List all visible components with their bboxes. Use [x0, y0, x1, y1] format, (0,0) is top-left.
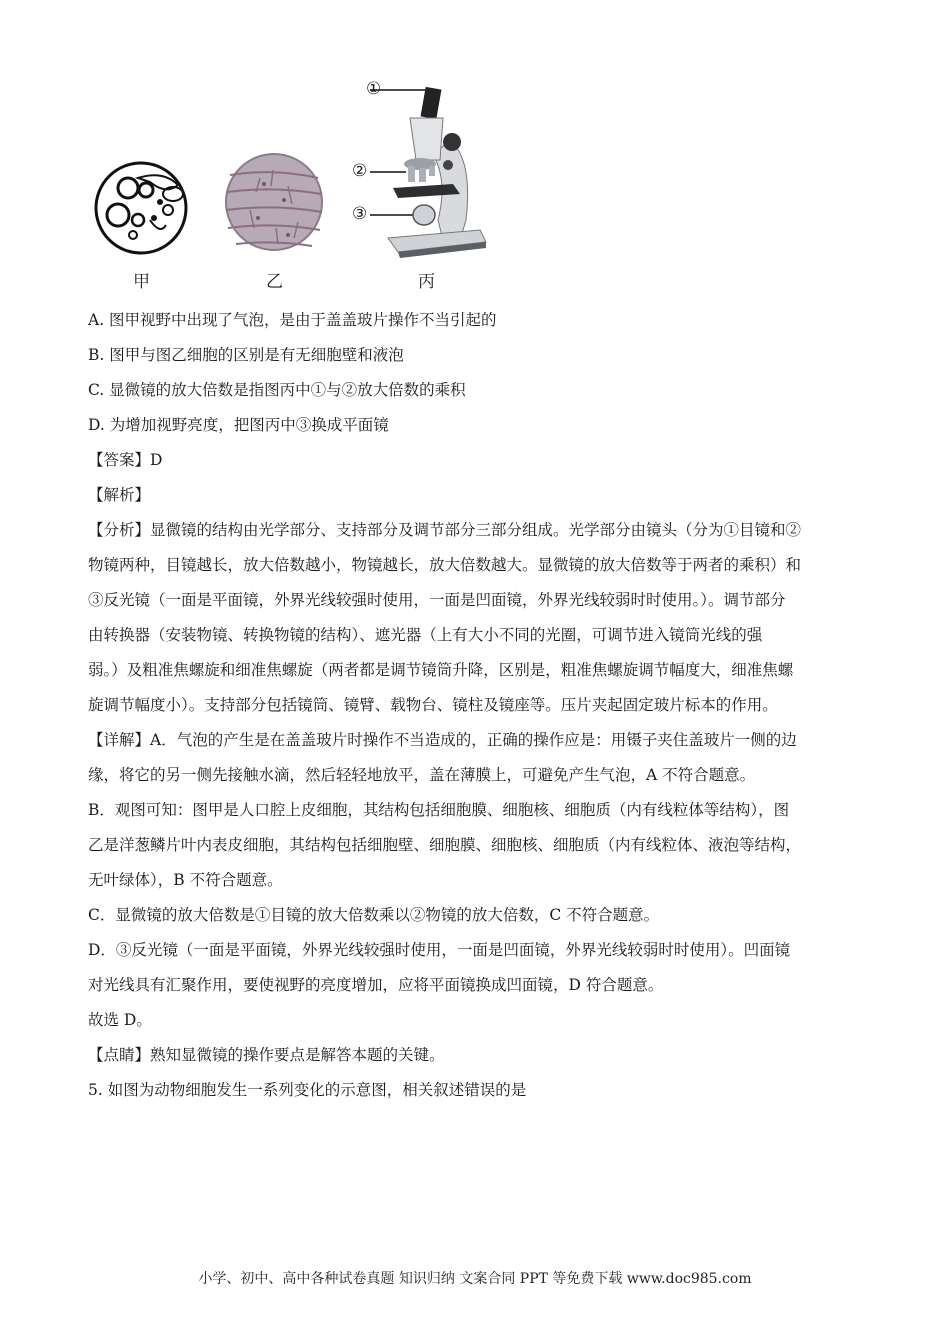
- answer-line: [88, 446, 878, 474]
- explanation-line-15: 故选 D。: [88, 1011, 152, 1029]
- marker-3: ③: [352, 204, 368, 224]
- page-footer: 小学、初中、高中各种试卷真题 知识归纳 文案合同 PPT 等免费下载 www.doc985.com: [198, 1271, 752, 1287]
- explanation-line-4: 由转换器（安装物镜、转换物镜的结构）、遮光器（上有大小不同的光圈，可调节进入镜筒光线的强: [88, 626, 763, 644]
- marker-2: ②: [352, 161, 368, 181]
- figure-drawing: [88, 70, 488, 300]
- figure-label-yi: 乙: [266, 272, 283, 292]
- explanation-line-12: C．显微镜的放大倍数是①目镜的放大倍数乘以②物镜的放大倍数，C 不符合题意。: [88, 906, 660, 924]
- explanation-line-9: B．观图可知：图甲是人口腔上皮细胞，其结构包括细胞膜、细胞核、细胞质（内有线粒体等结构），图: [88, 801, 790, 819]
- explanation-line-14: 对光线具有汇聚作用，要使视野的亮度增加，应将平面镜换成凹面镜，D 符合题意。: [88, 976, 664, 994]
- explanation-line-3: ③反光镜（一面是平面镜，外界光线较强时使用，一面是凹面镜，外界光线较弱时时使用。）。调节部分: [88, 591, 786, 609]
- answer-value: D: [150, 451, 163, 469]
- analysis-tag: 【解析】: [88, 486, 151, 504]
- explanation-line-8: 缘，将它的另一侧先接触水滴，然后轻轻地放平，盖在薄膜上，可避免产生气泡，A 不符合题意。: [88, 766, 756, 784]
- explanation-line-13: D．③反光镜（一面是平面镜，外界光线较强时使用，一面是凹面镜，外界光线较弱时时使用）。凹面镜: [88, 941, 791, 959]
- option-c: C. 显微镜的放大倍数是指图丙中①与②放大倍数的乘积: [88, 381, 466, 399]
- explanation-line-2: 物镜两种，目镜越长，放大倍数越小，物镜越长，放大倍数越大。显微镜的放大倍数等于两者的乘积）和: [88, 556, 802, 574]
- option-a: A. 图甲视野中出现了气泡，是由于盖盖玻片操作不当引起的: [88, 311, 497, 329]
- marker-1: ①: [366, 79, 382, 99]
- answer-tag: 【答案】: [88, 451, 151, 469]
- option-d: D. 为增加视野亮度，把图丙中③换成平面镜: [88, 416, 389, 434]
- explanation-line-6: 旋调节幅度小）。支持部分包括镜筒、镜臂、载物台、镜柱及镜座等。压片夹起固定玻片标本的作用。: [88, 696, 778, 714]
- explanation-line-10: 乙是洋葱鳞片叶内表皮细胞，其结构包括细胞壁、细胞膜、细胞核、细胞质（内有线粒体、液泡等结构，: [88, 836, 802, 854]
- figure-yi-cell-view: [226, 154, 322, 250]
- option-b: B. 图甲与图乙细胞的区别是有无细胞壁和液泡: [88, 346, 404, 364]
- explanation-line-16: 【点睛】熟知显微镜的操作要点是解答本题的关键。: [88, 1046, 445, 1064]
- explanation-line-1: 【分析】显微镜的结构由光学部分、支持部分及调节部分三部分组成。光学部分由镜头（分为①目镜和②: [88, 521, 802, 539]
- figure-jia-cell-view: [96, 163, 186, 253]
- microscope-figure: [88, 70, 488, 300]
- figure-label-bing: 丙: [418, 272, 435, 292]
- next-question: 5. 如图为动物细胞发生一系列变化的示意图，相关叙述错误的是: [88, 1081, 527, 1099]
- explanation-line-11: 无叶绿体），B 不符合题意。: [88, 871, 283, 889]
- explanation-line-5: 弱。）及粗准焦螺旋和细准焦螺旋（两者都是调节镜筒升降，区别是，粗准焦螺旋调节幅度大，细准焦螺: [88, 661, 794, 679]
- figure-label-jia: 甲: [133, 272, 150, 292]
- figure-bing-microscope: [370, 87, 486, 258]
- explanation-line-7: 【详解】A．气泡的产生是在盖盖玻片时操作不当造成的，正确的操作应是：用镊子夹住盖玻片一侧的边: [88, 731, 797, 749]
- question-content: [88, 306, 878, 1111]
